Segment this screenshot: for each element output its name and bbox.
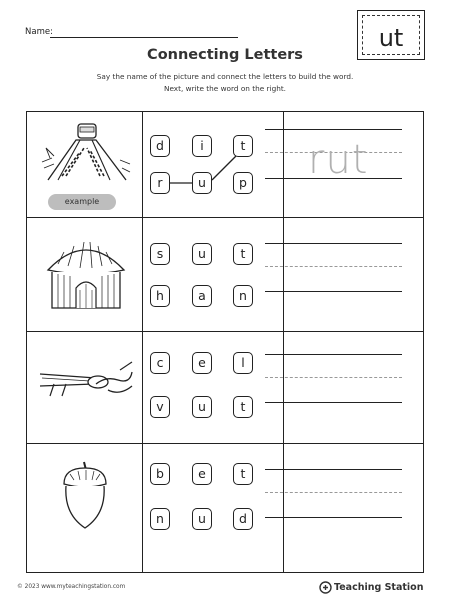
instruction-line-1: Say the name of the picture and connect the letters to build the word. — [96, 72, 354, 81]
letter-tile[interactable]: c — [150, 352, 170, 374]
letter-tile[interactable]: e — [192, 352, 212, 374]
letter-tile[interactable]: t — [233, 396, 253, 418]
letter-tile[interactable]: u — [192, 243, 212, 265]
letter-tile[interactable]: p — [233, 172, 253, 194]
example-trace-word: rut — [308, 137, 369, 183]
writing-line-base[interactable] — [265, 517, 402, 518]
letter-tile[interactable]: t — [233, 135, 253, 157]
writing-line-dashed — [265, 266, 402, 267]
example-label: example — [48, 194, 116, 210]
writing-line-base[interactable] — [265, 291, 402, 292]
letter-tile[interactable]: r — [150, 172, 170, 194]
letter-tile[interactable]: t — [233, 243, 253, 265]
letter-tile[interactable]: d — [233, 508, 253, 530]
writing-line-base[interactable] — [265, 402, 402, 403]
writing-line-top — [265, 129, 402, 130]
copyright-text: © 2023 www.myteachingstation.com — [17, 584, 126, 590]
letter-tile[interactable]: n — [233, 285, 253, 307]
brand-name[interactable]: Teaching Station — [334, 582, 424, 593]
letter-tile[interactable]: d — [150, 135, 170, 157]
letter-tile[interactable]: t — [233, 463, 253, 485]
letter-tile[interactable]: a — [192, 285, 212, 307]
letter-tile[interactable]: u — [192, 396, 212, 418]
writing-line-dashed — [265, 492, 402, 493]
letter-tile[interactable]: v — [150, 396, 170, 418]
page-title: Connecting Letters — [147, 47, 303, 63]
letter-tile[interactable]: e — [192, 463, 212, 485]
letter-tile[interactable]: h — [150, 285, 170, 307]
letter-tile[interactable]: s — [150, 243, 170, 265]
badge-text: ut — [378, 24, 404, 52]
letter-tile[interactable]: n — [150, 508, 170, 530]
name-label: Name: — [25, 27, 53, 37]
letter-tile[interactable]: b — [150, 463, 170, 485]
writing-line-top — [265, 469, 402, 470]
letter-tile[interactable]: i — [192, 135, 212, 157]
writing-line-dashed — [265, 377, 402, 378]
letter-tile[interactable]: l — [233, 352, 253, 374]
letter-tile[interactable]: u — [192, 508, 212, 530]
writing-line-top — [265, 354, 402, 355]
instruction-line-2: Next, write the word on the right. — [163, 84, 287, 93]
letter-tile[interactable]: u — [192, 172, 212, 194]
writing-line-top — [265, 243, 402, 244]
teaching-station-logo-icon — [319, 581, 332, 594]
